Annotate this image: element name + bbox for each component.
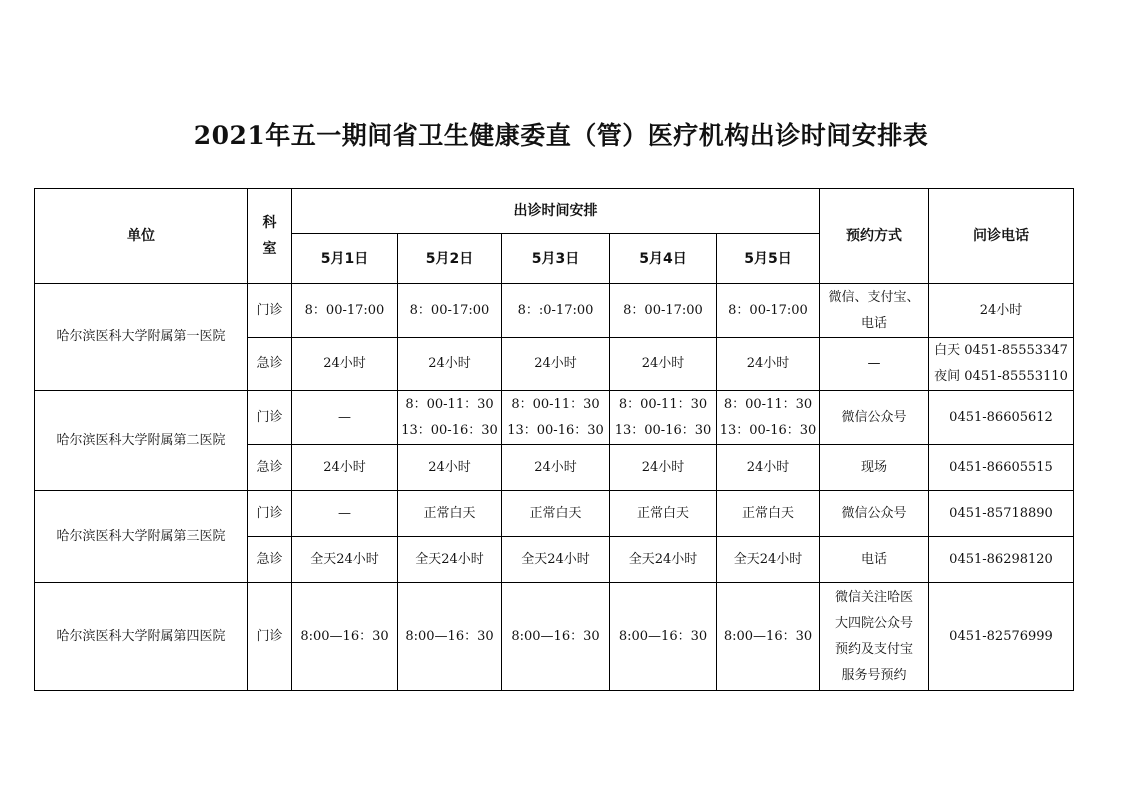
phone-cell [929, 284, 1074, 338]
schedule-cell: — [292, 391, 398, 445]
schedule-cell: 8：00-17:00 [610, 284, 717, 338]
booking-cell [820, 583, 929, 691]
phone-line: 0451-82576999 [949, 628, 1053, 644]
phone-cell [929, 391, 1074, 445]
schedule-cell: 24小时 [502, 445, 610, 491]
schedule-cell: 全天24小时 [502, 537, 610, 583]
schedule-cell: 24小时 [502, 338, 610, 391]
page-title: 2021年五一期间省卫生健康委直（管）医疗机构出诊时间安排表 [193, 121, 929, 150]
header-day: 5月5日 [717, 234, 820, 284]
phone-cell [929, 338, 1074, 391]
booking-line: 现场 [860, 459, 887, 475]
booking-cell [820, 491, 929, 537]
phone-line: 0451-86605612 [949, 409, 1053, 425]
booking-line: 微信关注哈医 [834, 589, 913, 605]
booking-line: 预约及支付宝 [834, 641, 913, 657]
phone-cell [929, 583, 1074, 691]
hospital-name: 哈尔滨医科大学附属第三医院 [35, 491, 248, 583]
booking-line: 电话 [860, 315, 887, 331]
schedule-cell: 8:00—16：30 [502, 583, 610, 691]
booking-line: 服务号预约 [841, 667, 907, 683]
schedule-cell: 全天24小时 [610, 537, 717, 583]
booking-cell [820, 338, 929, 391]
dept-cell: 急诊 [248, 445, 292, 491]
schedule-line: 13：00-16：30 [507, 422, 604, 438]
phone-line: 24小时 [979, 302, 1023, 318]
booking-line: 微信公众号 [841, 505, 907, 521]
phone-cell [929, 537, 1074, 583]
phone-line: 夜间 0451-85553110 [934, 369, 1068, 384]
schedule-cell [398, 391, 502, 445]
schedule-line: 8：00-11：30 [723, 396, 813, 412]
phone-line: 0451-86298120 [949, 551, 1053, 567]
schedule-cell [610, 391, 717, 445]
dept-cell: 门诊 [248, 491, 292, 537]
schedule-cell [717, 391, 820, 445]
phone-line: 白天 0451-85553347 [934, 343, 1068, 358]
schedule-cell: 正常白天 [610, 491, 717, 537]
schedule-line: 13：00-16：30 [614, 422, 712, 438]
header-day: 5月1日 [292, 234, 398, 284]
booking-line: 微信、支付宝、 [828, 289, 920, 305]
header-day: 5月3日 [502, 234, 610, 284]
schedule-cell: 24小时 [610, 338, 717, 391]
schedule-cell: — [292, 491, 398, 537]
schedule-line: 8：00-11：30 [405, 396, 494, 412]
dept-cell: 门诊 [248, 391, 292, 445]
phone-line: 0451-86605515 [949, 459, 1053, 475]
dept-cell: 急诊 [248, 537, 292, 583]
schedule-cell: 8：00-17:00 [717, 284, 820, 338]
schedule-cell: 24小时 [717, 445, 820, 491]
schedule-cell: 8:00—16：30 [398, 583, 502, 691]
booking-cell [820, 284, 929, 338]
schedule-cell: 8:00—16：30 [610, 583, 717, 691]
phone-cell [929, 491, 1074, 537]
header-dept: 科室 [248, 189, 292, 284]
schedule-cell: 全天24小时 [717, 537, 820, 583]
table-row [35, 284, 1074, 338]
schedule-cell: 8:00—16：30 [292, 583, 398, 691]
booking-line: — [867, 356, 881, 371]
schedule-cell: 24小时 [292, 338, 398, 391]
header-phone: 问诊电话 [929, 189, 1074, 284]
dept-cell: 门诊 [248, 284, 292, 338]
hospital-name: 哈尔滨医科大学附属第四医院 [35, 583, 248, 691]
booking-line: 电话 [860, 551, 887, 567]
booking-cell [820, 445, 929, 491]
header-booking: 预约方式 [820, 189, 929, 284]
schedule-cell: 全天24小时 [398, 537, 502, 583]
schedule-line: 8：00-11：30 [511, 396, 600, 412]
schedule-table [34, 188, 1074, 691]
dept-cell: 门诊 [248, 583, 292, 691]
schedule-cell: 24小时 [610, 445, 717, 491]
table-row [35, 583, 1074, 691]
hospital-name: 哈尔滨医科大学附属第二医院 [35, 391, 248, 491]
schedule-cell [502, 391, 610, 445]
schedule-line: 8：00-11：30 [618, 396, 708, 412]
booking-cell [820, 391, 929, 445]
schedule-cell: 全天24小时 [292, 537, 398, 583]
phone-line: 0451-85718890 [949, 505, 1053, 521]
header-day: 5月4日 [610, 234, 717, 284]
dept-cell: 急诊 [248, 338, 292, 391]
phone-cell [929, 445, 1074, 491]
schedule-cell: 24小时 [292, 445, 398, 491]
header-schedule: 出诊时间安排 [292, 189, 820, 234]
header-unit: 单位 [35, 189, 248, 284]
booking-line: 大四院公众号 [834, 615, 913, 631]
schedule-line: 13：00-16：30 [401, 422, 498, 438]
table-row [35, 491, 1074, 537]
schedule-cell: 8:00—16：30 [717, 583, 820, 691]
booking-cell [820, 537, 929, 583]
schedule-cell: 8：00-17:00 [398, 284, 502, 338]
schedule-line: 13：00-16：30 [719, 422, 817, 438]
schedule-cell: 24小时 [398, 445, 502, 491]
schedule-cell: 24小时 [398, 338, 502, 391]
hospital-name: 哈尔滨医科大学附属第一医院 [35, 284, 248, 391]
table-row [35, 391, 1074, 445]
table-body [35, 284, 1074, 691]
schedule-cell: 8：:0-17:00 [502, 284, 610, 338]
booking-line: 微信公众号 [841, 409, 907, 425]
schedule-cell: 8：00-17:00 [292, 284, 398, 338]
schedule-cell: 正常白天 [502, 491, 610, 537]
table-header [35, 189, 1074, 284]
header-day: 5月2日 [398, 234, 502, 284]
schedule-cell: 24小时 [717, 338, 820, 391]
schedule-cell: 正常白天 [398, 491, 502, 537]
schedule-cell: 正常白天 [717, 491, 820, 537]
